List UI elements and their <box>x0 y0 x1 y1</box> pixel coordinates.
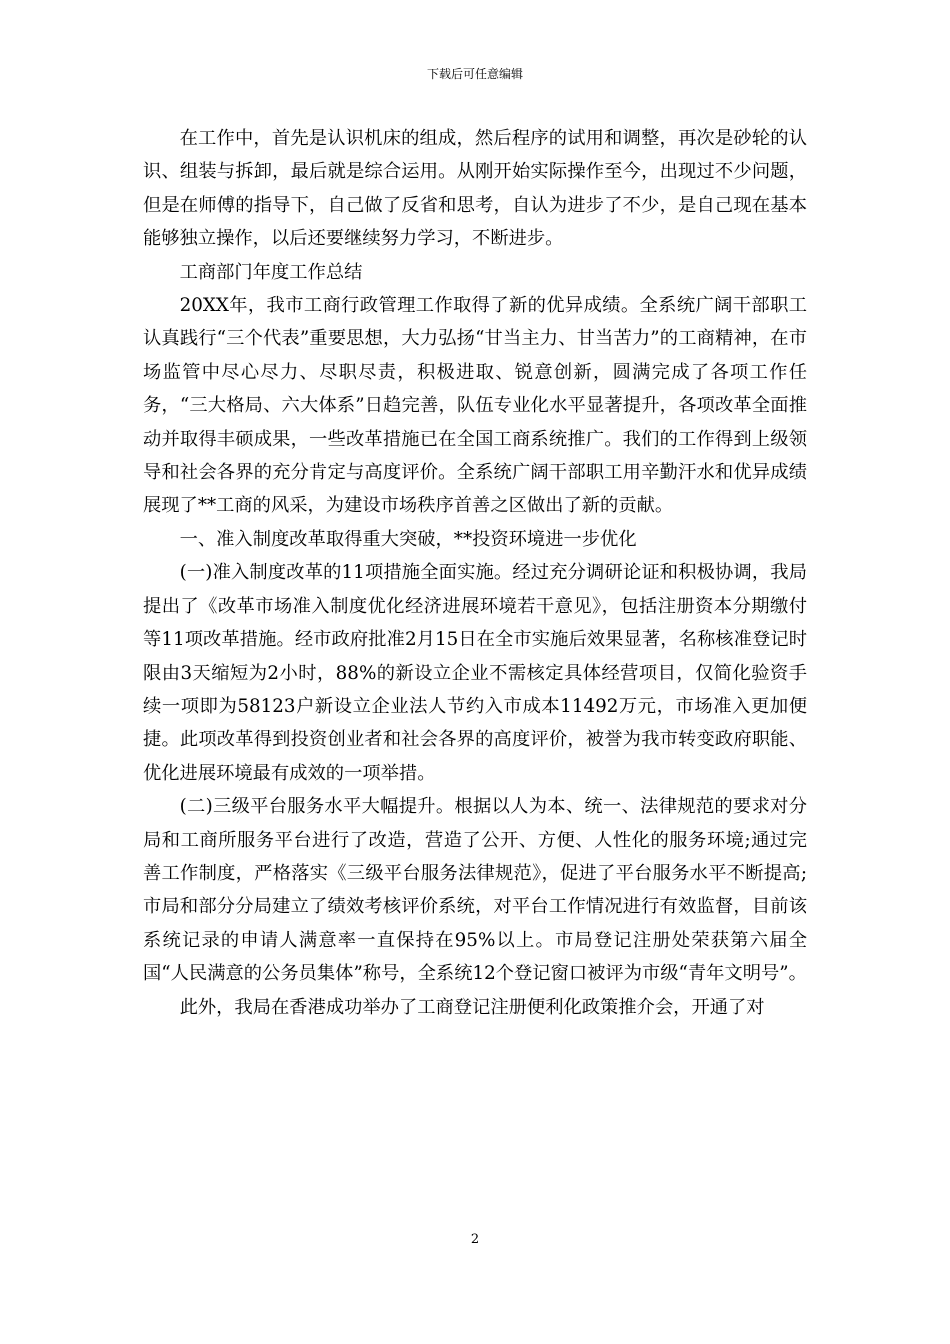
paragraph-reform-measures: (一)准入制度改革的11项措施全面实施。经过充分调研论证和积极协调，我局提出了《改革市场准入制度优化经济进展环境若干意见》，包括注册资本分期缴付等11项改革措施。经市政府批准2月15日在全市实施后效果显著，名称核准登记时限由3天缩短为2小时，88%的新设立企业不需核定具体经营项目，仅简化验资手续一项即为58123户新设立企业法人节约入市成本11492万元，市场准入更加便捷。此项改革得到投资创业者和社会各界的高度评价，被誉为我市转变政府职能、优化进展环境最有成效的一项举措。 <box>143 562 807 784</box>
document-body <box>143 122 807 1024</box>
heading-access-reform: 一、准入制度改革取得重大突破，**投资环境进一步优化 <box>179 528 637 550</box>
paragraph-annual-summary: 20XX年，我市工商行政管理工作取得了新的优异成绩。全系统广阔干部职工认真践行“三个代表”重要思想，大力弘扬“甘当主力、甘当苦力”的工商精神，在市场监管中尽心尽力、尽职尽责，积极进取、锐意创新，圆满完成了各项工作任务，“三大格局、六大体系”日趋完善，队伍专业化水平显著提升，各项改革全面推动并取得丰硕成果，一些改革措施已在全国工商系统推广。我们的工作得到上级领导和社会各界的充分肯定与高度评价。全系统广阔干部职工用辛勤汗水和优异成绩展现了**工商的风采，为建设市场秩序首善之区做出了新的贡献。 <box>143 295 807 517</box>
section-title: 工商部门年度工作总结 <box>179 261 363 283</box>
paragraph-hong-kong: 此外，我局在香港成功举办了工商登记注册便利化政策推介会，开通了对 <box>179 996 765 1018</box>
page-header: 下载后可任意编辑 <box>426 67 523 81</box>
paragraph-service-platform: (二)三级平台服务水平大幅提升。根据以人为本、统一、法律规范的要求对分局和工商所服务平台进行了改造，营造了公开、方便、人性化的服务环境;通过完善工作制度，严格落实《三级平台服务法律规范》，促进了平台服务水平不断提高;市局和部分分局建立了绩效考核评价系统，对平台工作情况进行有效监督，目前该系统记录的申请人满意率一直保持在95%以上。市局登记注册处荣获第六届全国“人民满意的公务员集体”称号，全系统12个登记窗口被评为市级“青年文明号”。 <box>143 796 807 985</box>
paragraph-machine-training: 在工作中，首先是认识机床的组成，然后程序的试用和调整，再次是砂轮的认识、组装与拆卸，最后就是综合运用。从刚开始实际操作至今，出现过不少问题，但是在师傅的指导下，自己做了反省和思考，自认为进步了不少，是自己现在基本能够独立操作，以后还要继续努力学习，不断进步。 <box>143 128 807 250</box>
page-number: 2 <box>470 1232 480 1247</box>
